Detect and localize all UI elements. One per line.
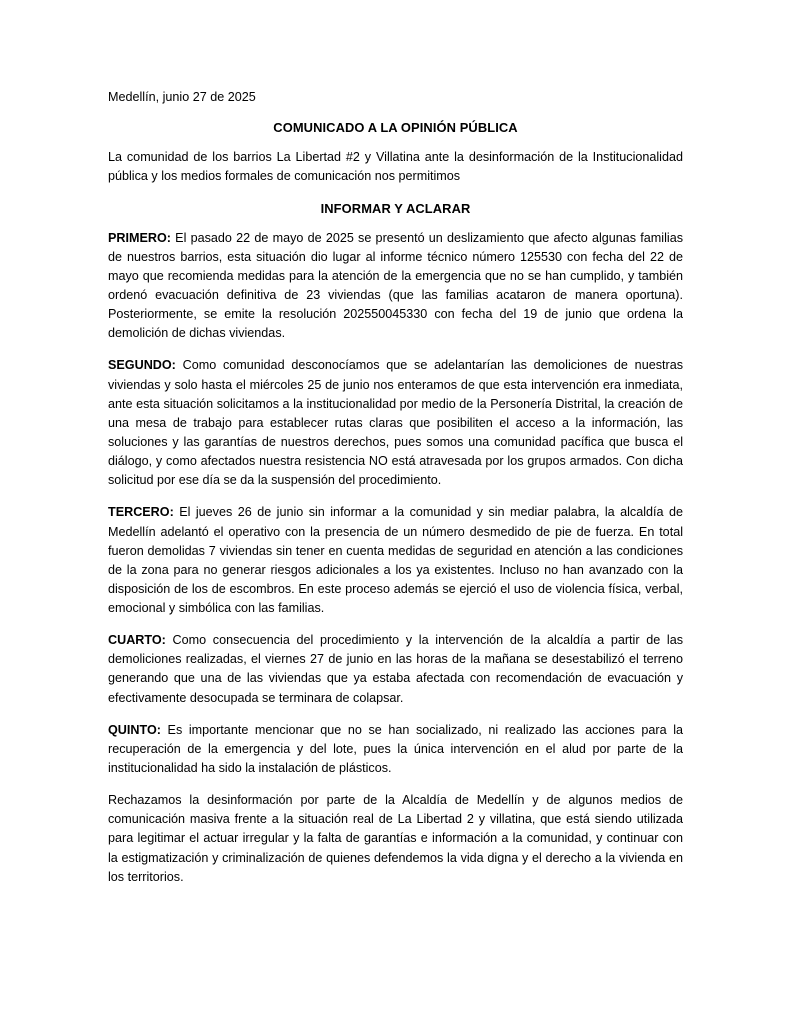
clause-text-segundo: Como comunidad desconocíamos que se adelantarían las demoliciones de nuestras viviendas y solo hasta el miércoles 25 de junio nos enteramos de que esta intervención era inmediata, ante esta situación solicitamos a la institucionalidad por medio de la Personería Distrital, la creación de una mesa de trabajo para establecer rutas claras que posibiliten el acceso a la información, las soluciones y las garantías de nuestros derechos, pues somos una comunidad pacífica que busca el diálogo, y como afectados nuestra resistencia NO está atravesada por los grupos armados. Con dicha solicitud por ese día se da la suspensión del procedimiento. (108, 358, 683, 488)
intro-paragraph: La comunidad de los barrios La Libertad #2 y Villatina ante la desinformación de la Institucionalidad pública y los medios formales de comunicación nos permitimos (108, 150, 683, 184)
closing-paragraph: Rechazamos la desinformación por parte de la Alcaldía de Medellín y de algunos medios de comunicación masiva frente a la situación real de La Libertad 2 y villatina, que está siendo utilizada para legitimar el actuar irregular y la falta de garantías e información a la comunidad, y continuar con la estigmatización y criminalización de quienes defendemos la vida digna y el derecho a la vivienda en los territorios. (108, 793, 683, 884)
clause-text-primero: El pasado 22 de mayo de 2025 se presentó un deslizamiento que afecto algunas familias de nuestros barrios, esta situación dio lugar al informe técnico número 125530 con fecha del 22 de mayo que recomienda medidas para la atención de la emergencia que no se han cumplido, y también ordenó evacuación definitiva de 23 viviendas (que las familias acataron de manera oportuna). Posteriormente, se emite la resolución 202550045330 con fecha del 19 de junio que ordena la demolición de dichas viviendas. (108, 230, 683, 341)
clause-text-cuarto: Como consecuencia del procedimiento y la intervención de la alcaldía a partir de las demoliciones realizadas, el viernes 27 de junio en las horas de la mañana se desestabilizó el terreno generando que una de las viviendas que ya estaba afectada con recomendación de evacuación y efectivamente desocupada se terminara de colapsar. (108, 633, 683, 705)
page-title: COMUNICADO A LA OPINIÓN PÚBLICA (273, 120, 518, 136)
clause-text-quinto: Es importante mencionar que no se han socializado, ni realizado las acciones para la recuperación de la emergencia y del lote, pues la única intervención en el alud por parte de la institucionalidad ha sido la instalación de plásticos. (108, 722, 683, 776)
clause-label-quinto: QUINTO: (108, 722, 161, 737)
clause-primero (108, 229, 683, 344)
clause-text-tercero: El jueves 26 de junio sin informar a la comunidad y sin mediar palabra, la alcaldía de Medellín adelantó el operativo con la presencia de un número desmedido de pie de fuerza. En total fueron demolidas 7 viviendas sin tener en cuenta medidas de seguridad en atención a las condiciones de la zona para no generar riesgos adicionales a los ya existentes. Incluso no han avanzado con la disposición de los de escombros. En este proceso además se ejerció el uso de violencia física, verbal, emocional y simbólica con las familias. (108, 505, 683, 616)
clause-label-tercero: TERCERO: (108, 505, 174, 520)
clause-quinto (108, 721, 683, 778)
clause-cuarto (108, 631, 683, 708)
clause-tercero (108, 503, 683, 618)
clause-label-cuarto: CUARTO: (108, 633, 166, 648)
clause-segundo (108, 356, 683, 490)
clause-label-segundo: SEGUNDO: (108, 358, 176, 373)
section-subtitle: INFORMAR Y ACLARAR (320, 200, 471, 216)
date-line: Medellín, junio 27 de 2025 (108, 90, 256, 104)
clause-label-primero: PRIMERO: (108, 230, 171, 245)
